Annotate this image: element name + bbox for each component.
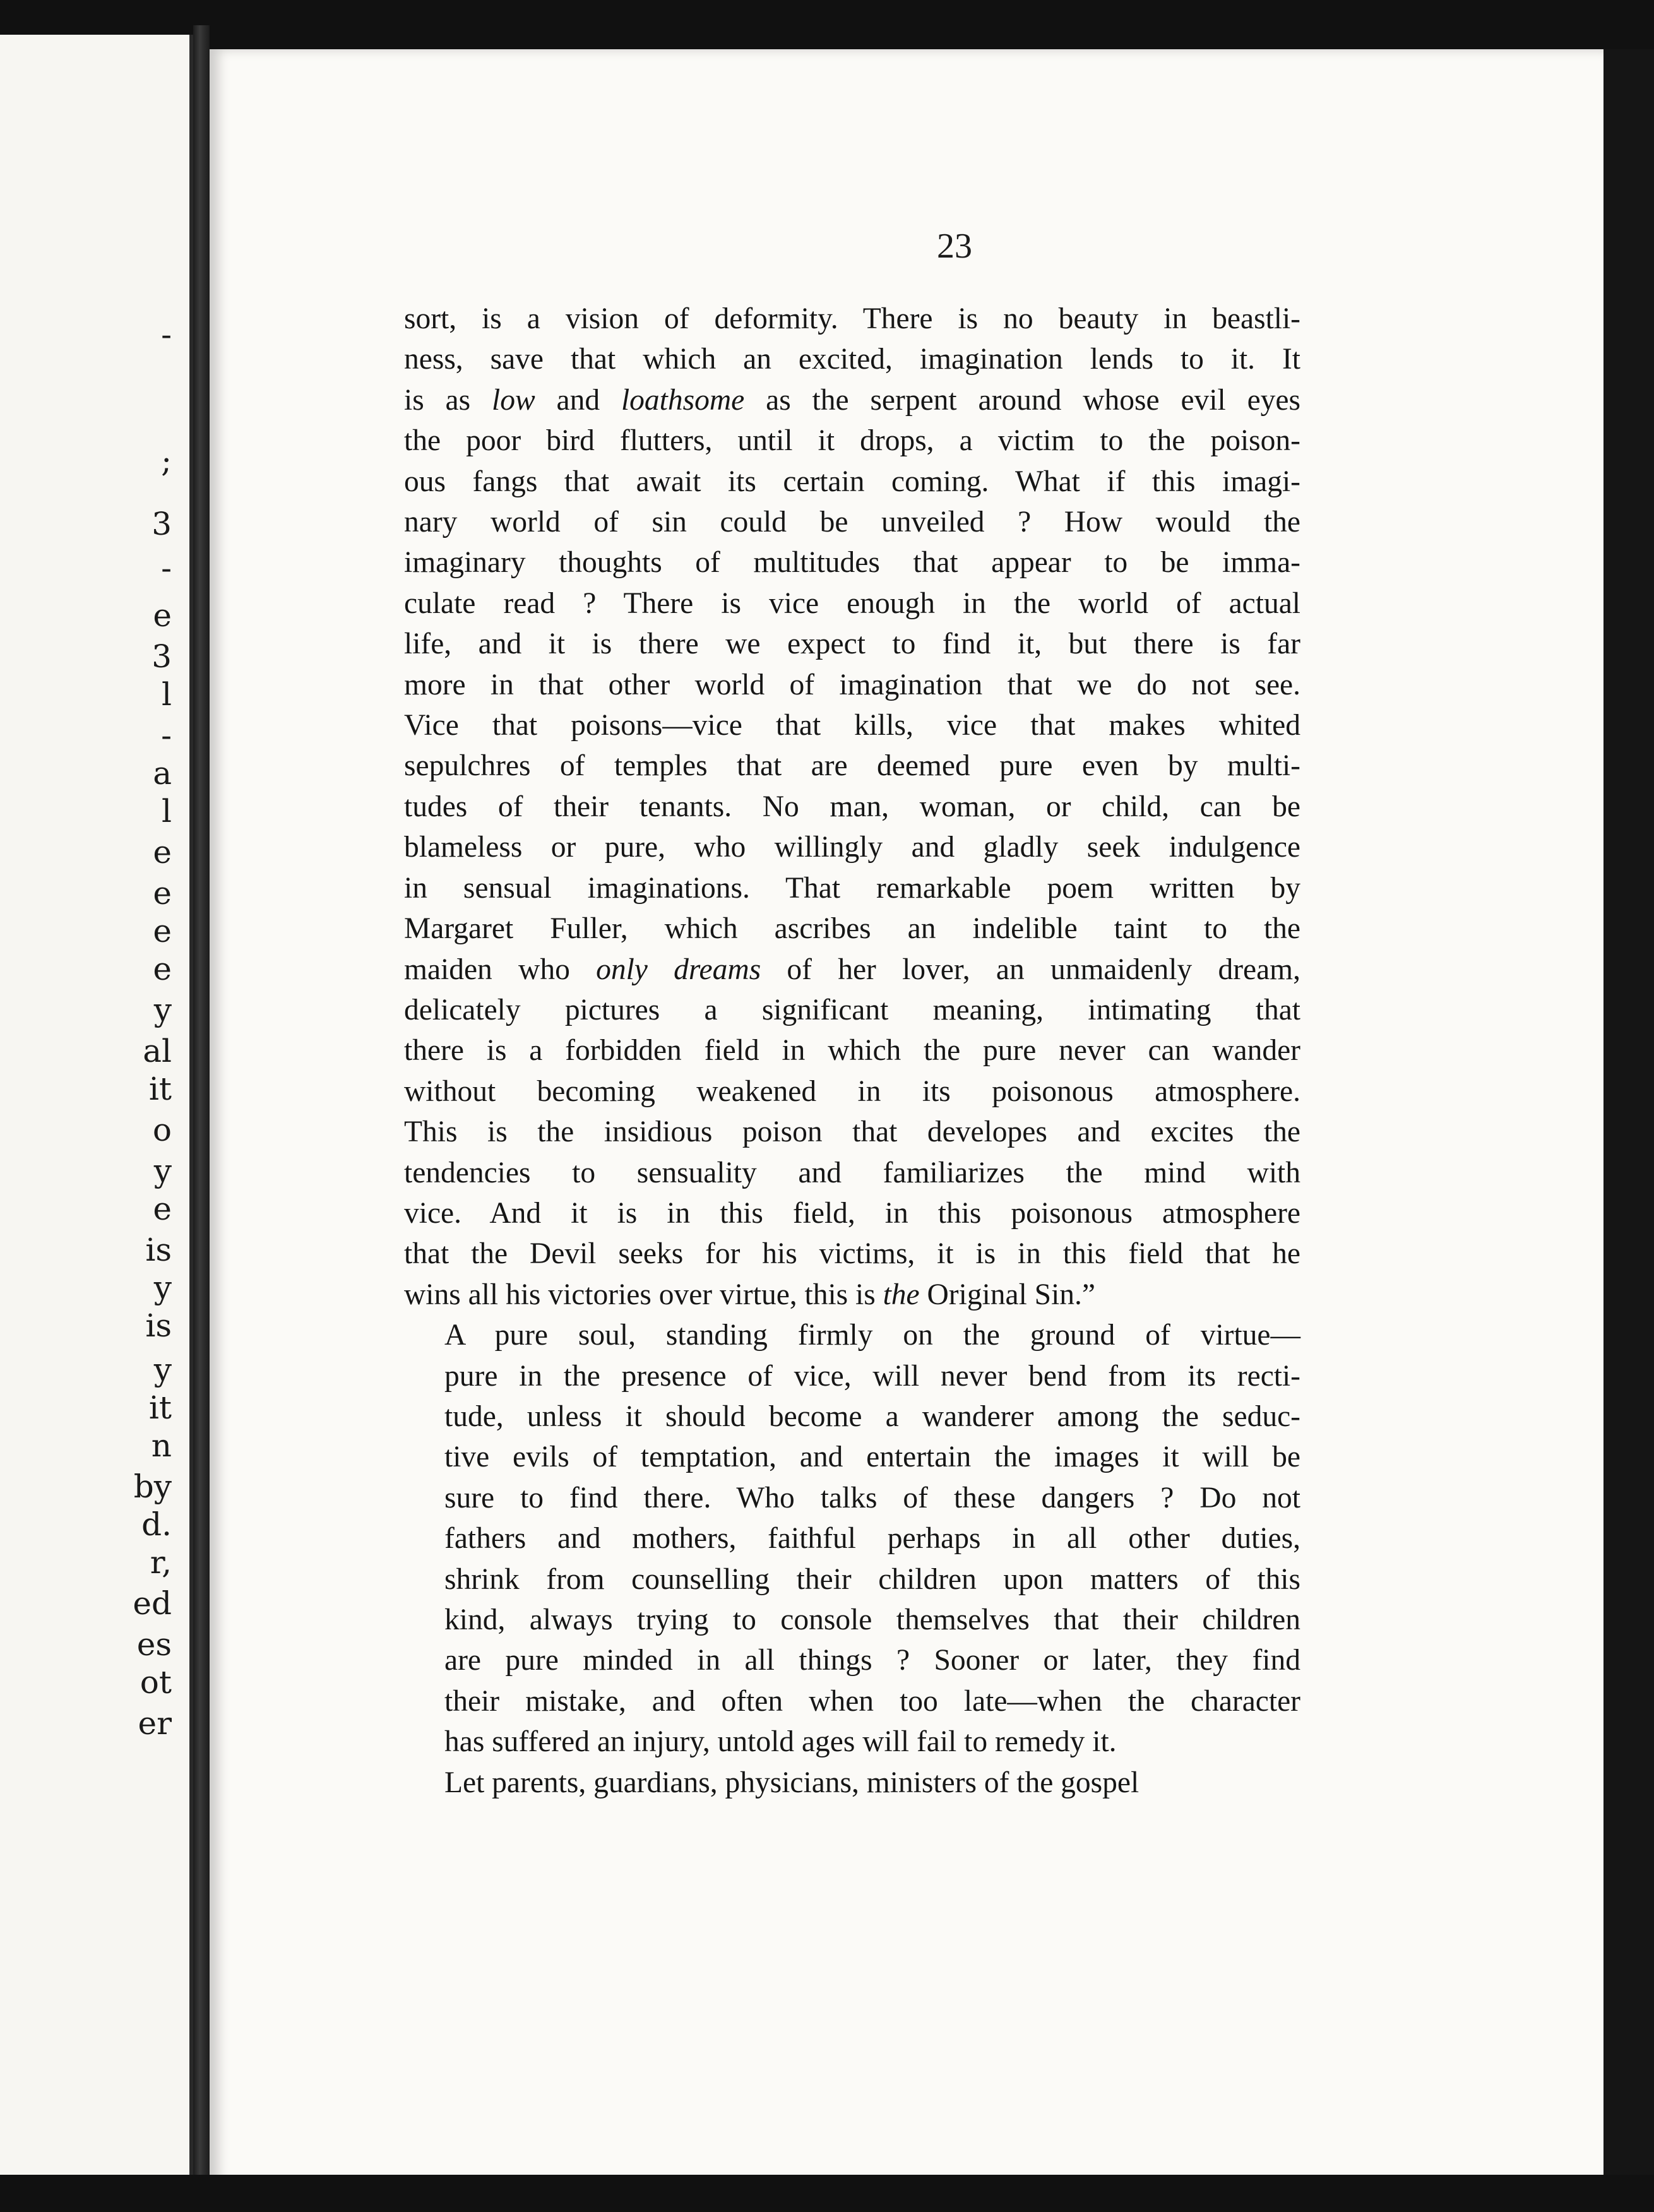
previous-page-fragment: e — [153, 875, 172, 912]
previous-page-fragment: it — [148, 1071, 172, 1107]
text-line: shrink from counselling their children upon matters of this — [444, 1562, 1300, 1596]
text-line: in sensual imaginations. That remarkable poem written by — [404, 871, 1300, 905]
text-line: culate read ? There is vice enough in the world of actual — [404, 586, 1300, 620]
text-run: of her lover, an unmaidenly dream, — [761, 953, 1300, 986]
text-line: delicately pictures a significant meaning, intimating that — [404, 993, 1300, 1026]
scan-right-border — [1603, 49, 1654, 2183]
previous-page-fragment: d. — [141, 1506, 172, 1543]
text-line: tive evils of temptation, and entertain the images it will be — [444, 1441, 1300, 1474]
text-line: Margaret Fuller, which ascribes an indelible taint to the — [404, 912, 1300, 946]
text-line: blameless or pure, who willingly and gladly seek indulgence — [404, 831, 1300, 864]
previous-page-fragment: 3 — [152, 506, 172, 542]
previous-page-line-endings — [0, 35, 189, 2175]
previous-page-fragment: it — [148, 1389, 172, 1426]
previous-page-fragment: e — [153, 1191, 172, 1227]
paragraph — [404, 1315, 1300, 1762]
scan-top-border — [0, 0, 1654, 35]
text-line: pure in the presence of vice, will never bend from its recti- — [444, 1359, 1300, 1393]
page-number: 23 — [937, 227, 972, 266]
text-line: more in that other world of imagination that we do not see. — [404, 668, 1300, 701]
book-gutter — [193, 25, 210, 2184]
text-line: sure to find there. Who talks of these dangers ? Do not — [444, 1481, 1300, 1514]
text-line: that the Devil seeks for his victims, it is in this field that he — [404, 1237, 1300, 1271]
text-line: tudes of their tenants. No man, woman, or child, can be — [404, 790, 1300, 823]
text-line: tendencies to sensuality and familiarizes the mind with — [404, 1156, 1300, 1189]
paragraph — [404, 1763, 1300, 1803]
text-line: nary world of sin could be unveiled ? How would the — [404, 506, 1300, 539]
previous-page-edge — [0, 35, 193, 2175]
text-line: imaginary thoughts of multitudes that appear to be imma- — [404, 546, 1300, 580]
previous-page-fragment: n — [151, 1427, 172, 1464]
text-line: are pure minded in all things ? Sooner or later, they find — [444, 1644, 1300, 1677]
previous-page-fragment: y — [153, 1352, 172, 1388]
text-line: A pure soul, standing firmly on the ground of virtue— — [444, 1319, 1300, 1352]
text-line: the poor bird flutters, until it drops, a victim to the poison- — [404, 424, 1300, 458]
text-run: Original Sin.” — [919, 1278, 1095, 1311]
scan-bottom-border — [0, 2175, 1654, 2212]
text-line: sort, is a vision of deformity. There is no beauty in beastli- — [404, 302, 1300, 335]
previous-page-fragment: es — [136, 1626, 172, 1663]
text-line: vice. And it is in this field, in this poisonous atmosphere — [404, 1196, 1300, 1230]
text-line: their mistake, and often when too late—when the character — [444, 1684, 1300, 1718]
previous-page-fragment: y — [153, 1153, 172, 1189]
paragraph — [404, 299, 1300, 1315]
previous-page-fragment: o — [152, 1112, 172, 1148]
previous-page-fragment: l — [162, 676, 172, 713]
text-line: Vice that poisons—vice that kills, vice that makes whited — [404, 709, 1300, 742]
text-line: Let parents, guardians, physicians, ministers of the gospel — [444, 1766, 1139, 1799]
text-line: fathers and mothers, faithful perhaps in all other duties, — [444, 1522, 1300, 1555]
previous-page-fragment: 3 — [152, 638, 172, 675]
previous-page-fragment: a — [153, 755, 172, 792]
book-page — [210, 49, 1603, 2183]
previous-page-fragment: er — [138, 1705, 172, 1742]
previous-page-fragment: - — [161, 316, 172, 353]
text-line — [404, 949, 1300, 990]
italic-text: only dreams — [596, 953, 761, 986]
previous-page-fragment: l — [162, 793, 172, 830]
text-line: there is a forbidden field in which the pure never can wander — [404, 1034, 1300, 1067]
text-run: and — [535, 383, 621, 417]
text-line: tude, unless it should become a wanderer among the seduc- — [444, 1400, 1300, 1433]
text-line: ness, save that which an excited, imagination lends to it. It — [404, 343, 1300, 376]
previous-page-fragment: r, — [150, 1544, 172, 1581]
page-body-text — [404, 299, 1300, 1803]
previous-page-fragment: y — [153, 992, 172, 1028]
text-line: kind, always trying to console themselves that their children — [444, 1603, 1300, 1636]
italic-text: the — [883, 1278, 920, 1311]
previous-page-fragment: ot — [140, 1664, 172, 1701]
previous-page-fragment: e — [153, 834, 172, 871]
previous-page-fragment: ed — [133, 1585, 172, 1622]
text-line — [404, 1275, 1300, 1315]
italic-text: low — [492, 383, 535, 417]
text-line: has suffered an injury, untold ages will fail to remedy it. — [444, 1725, 1117, 1759]
text-line: life, and it is there we expect to find it, but there is far — [404, 627, 1300, 661]
text-line: ous fangs that await its certain coming. What if this imagi- — [404, 465, 1300, 498]
text-line: This is the insidious poison that developes and excites the — [404, 1115, 1300, 1149]
previous-page-fragment: is — [145, 1232, 172, 1268]
previous-page-fragment: ; — [161, 443, 172, 479]
italic-text: loathsome — [621, 383, 745, 417]
previous-page-fragment: e — [153, 951, 172, 987]
text-line: sepulchres of temples that are deemed pure even by multi- — [404, 749, 1300, 783]
text-run: maiden who — [404, 953, 597, 986]
previous-page-fragment: e — [153, 597, 172, 634]
text-run: wins all his victories over virtue, this is — [404, 1278, 883, 1311]
previous-page-fragment: e — [153, 913, 172, 949]
previous-page-fragment: is — [145, 1307, 172, 1344]
previous-page-fragment: by — [133, 1468, 172, 1505]
previous-page-fragment: - — [161, 550, 172, 586]
text-line — [404, 380, 1300, 420]
text-line: without becoming weakened in its poisonous atmosphere. — [404, 1074, 1300, 1108]
text-run: as the serpent around whose evil eyes — [744, 383, 1300, 417]
previous-page-fragment: y — [153, 1270, 172, 1306]
previous-page-fragment: - — [161, 717, 172, 754]
previous-page-fragment: al — [143, 1033, 172, 1069]
text-run: is as — [404, 383, 492, 417]
